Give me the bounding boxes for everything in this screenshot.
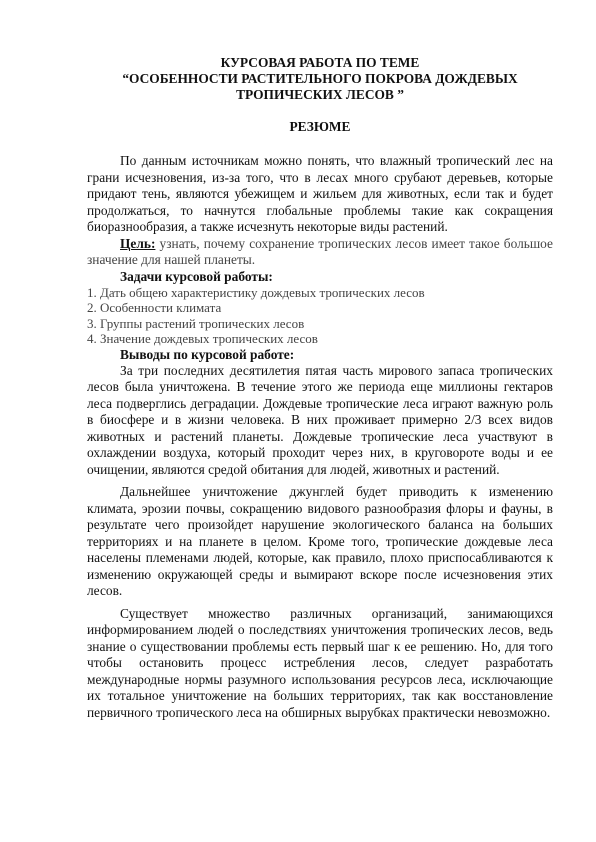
section-title: РЕЗЮМЕ — [289, 119, 351, 134]
conclusion-paragraph-3: Существует множество различных организаций, занимающихся информированием людей о последствиях уничтожения тропических лесов, ведь знание о существовании проблемы есть первый шаг к ее решению. Но, для того чтобы остановить процесс истребления лесов, следует разработать международные нормы разумного использования ресурсов леса, исключающие их тотальное уничтожение на больших территориях, так как восстановление первичного тропического леса на обширных вырубках практически невозможно. — [87, 605, 553, 720]
document-title-line-2: “ОСОБЕННОСТИ РАСТИТЕЛЬНОГО ПОКРОВА ДОЖДЕВЫХ — [122, 71, 518, 86]
conclusion-paragraph-1: За три последних десятилетия пятая часть мирового запаса тропических лесов была уничтожена. В течение этого же периода еще миллионы гектаров леса подверглись деградации. Дождевые тропические леса играют важную роль в биосфере и в жизни человека. В них проживает примерно 2/3 всех видов животных и растений планеты. Дождевые тропические леса участвуют в охлаждении воздуха, который проходит через них, в круговороте воды и ее очищении, являются средой обитания для людей, животных и растений. — [87, 362, 553, 477]
conclusions-heading: Выводы по курсовой работе: — [120, 346, 295, 362]
task-item: 3. Группы растений тропических лесов — [87, 315, 305, 331]
document-title-line-1: КУРСОВАЯ РАБОТА ПО ТЕМЕ — [220, 55, 420, 70]
document-title-line-3: ТРОПИЧЕСКИХ ЛЕСОВ ” — [236, 87, 404, 102]
task-item: 1. Дать общею характеристику дождевых тропических лесов — [87, 284, 425, 300]
task-item: 4. Значение дождевых тропических лесов — [87, 331, 318, 346]
goal-paragraph — [87, 236, 553, 269]
conclusion-paragraph-2: Дальнейшее уничтожение джунглей будет приводить к изменению климата, эрозии почвы, сокращению видового разнообразия флоры и фауны, в результате чего произойдет нарушение экологического баланса на больших территориях и на планете в целом. Кроме того, тропические дождевые леса населены племенами людей, которые, как правило, плохо приспосабливаются к изменению окружающей среды и вымирают вскоре после исчезновения этих лесов. — [87, 484, 553, 598]
task-item: 2. Особенности климата — [87, 300, 222, 315]
intro-paragraph: По данным источникам можно понять, что влажный тропический лес на грани исчезновения, из-за того, что в лесах много срубают деревьев, которые придают тень, являются убежищем и жильем для животных, если так и будет продолжаться, то начнутся глобальные проблемы такие как сокращения биоразнообразия, а также исчезнуть некоторые виды растений. — [87, 153, 553, 234]
goal-label: Цель: — [120, 235, 156, 251]
document-page — [87, 55, 553, 721]
tasks-heading: Задачи курсовой работы: — [120, 268, 273, 284]
goal-text: узнать, почему сохранение тропических лесов имеет такое большое значение для нашей планеты. — [87, 235, 553, 267]
